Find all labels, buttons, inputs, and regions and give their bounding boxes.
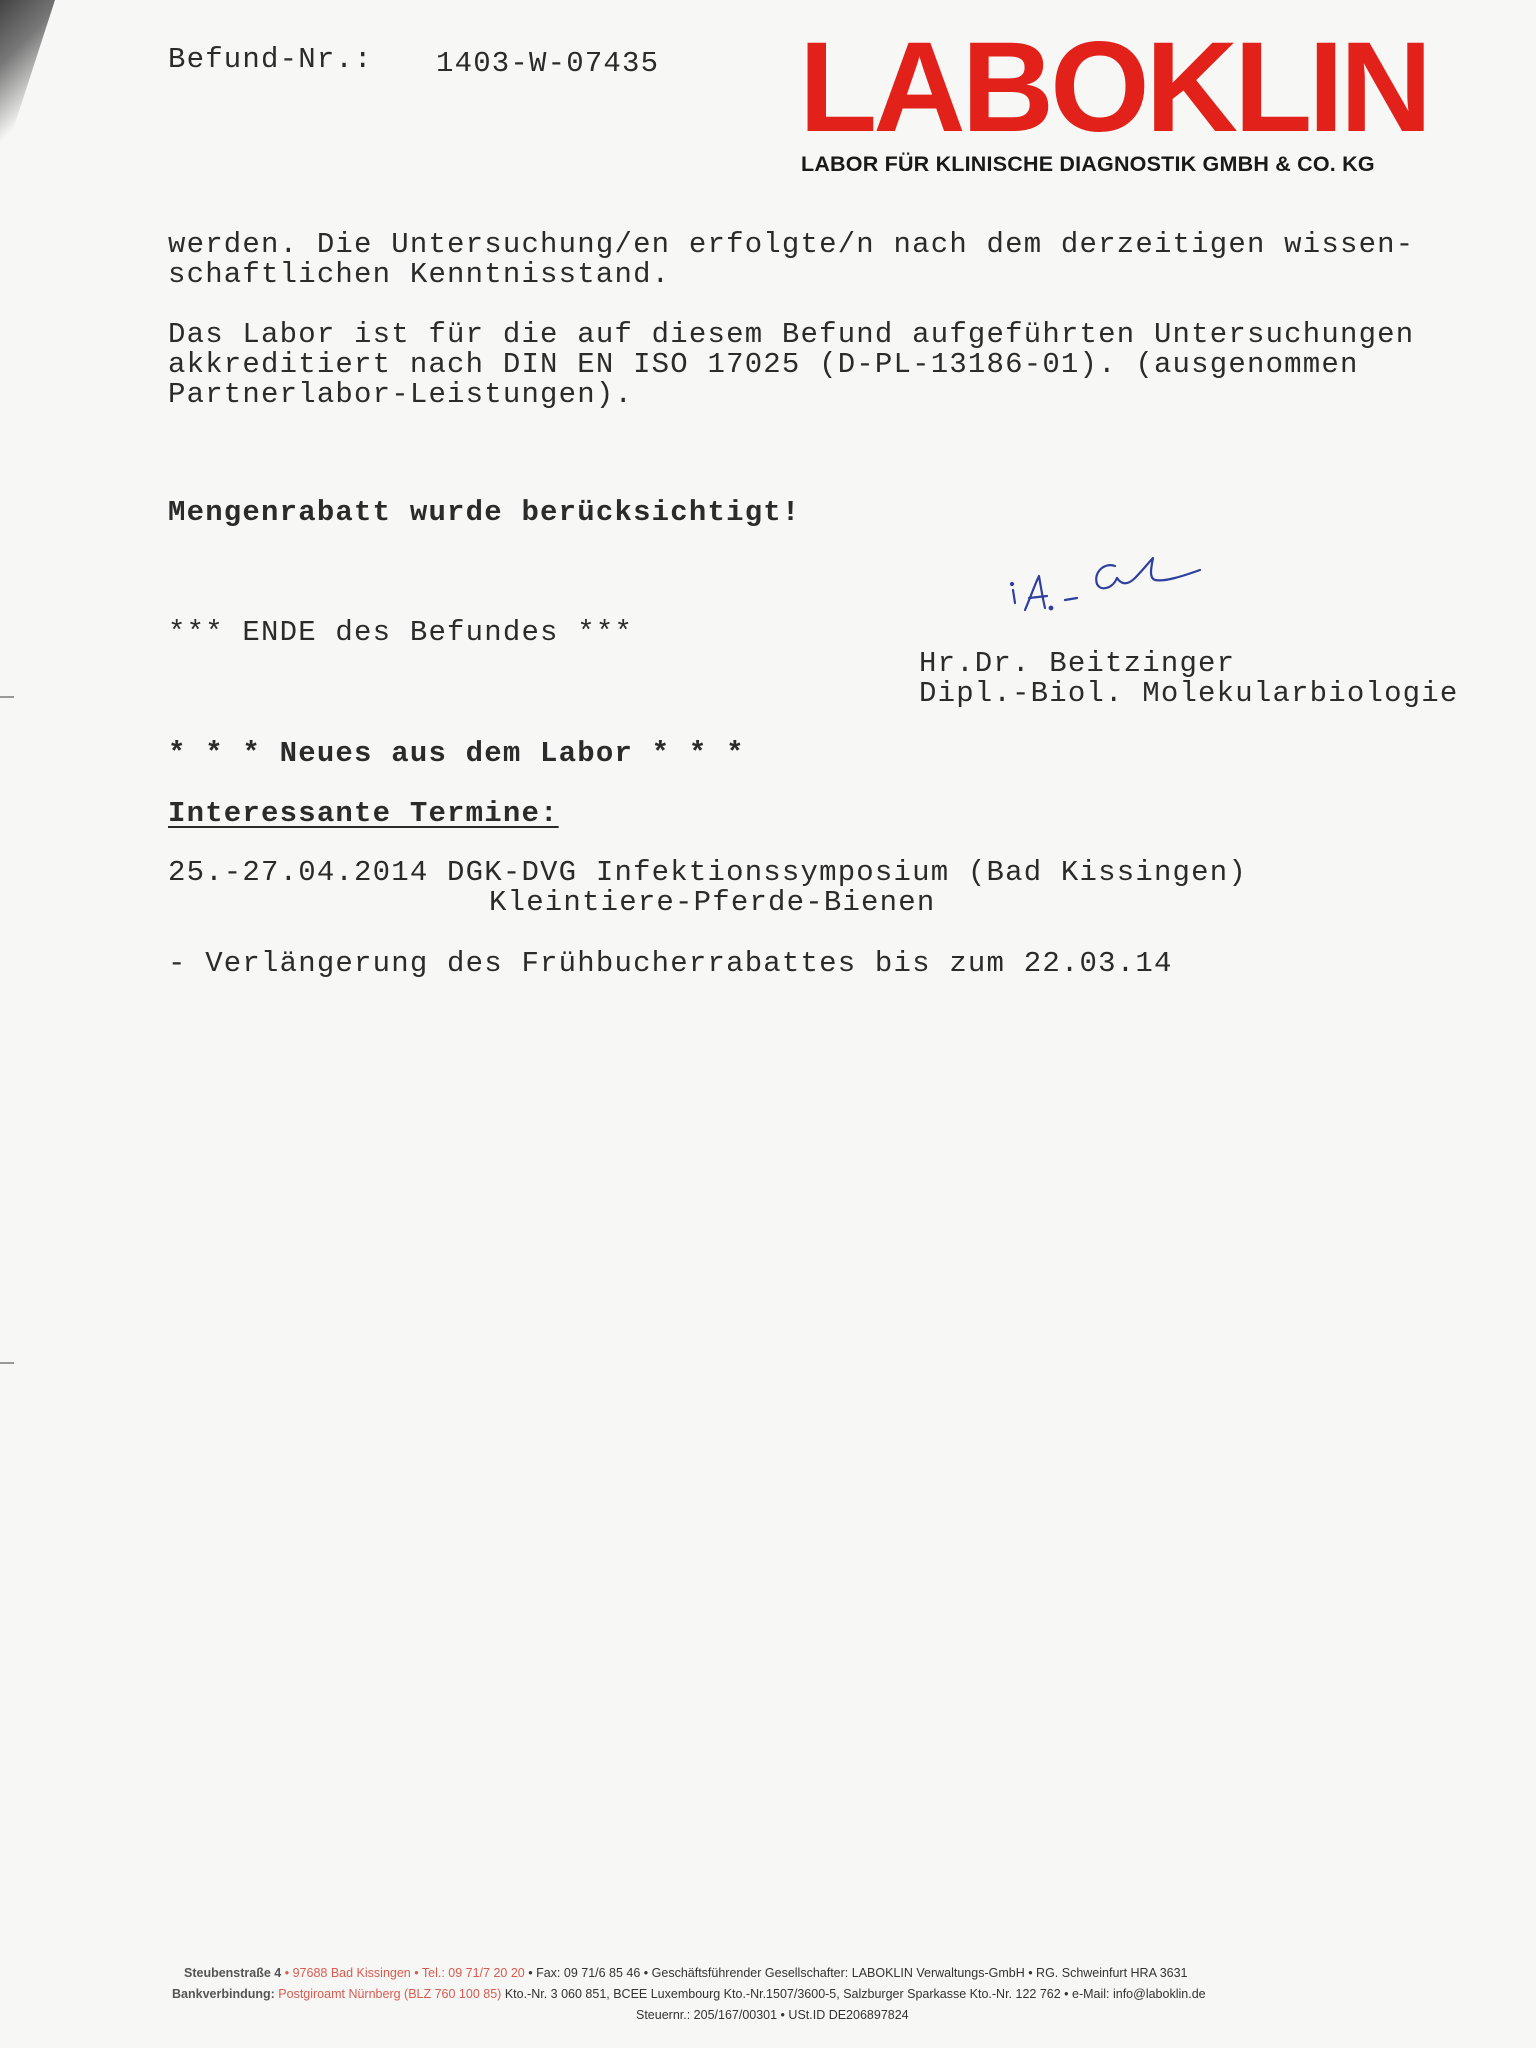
footer-line-2: [172, 1987, 1536, 2001]
footer-city: 97688 Bad Kissingen: [292, 1966, 411, 1980]
discount-note: Mengenrabatt wurde berücksichtigt!: [168, 496, 801, 529]
footer-line-1: Steubenstraße 4 • 97688 Bad Kissingen • Tel.: 09 71/7 20 20 • Fax: 09 71/6 85 46 • Geschäftsführender Gesellschafter: LABOKLIN Verwaltungs-GmbH • RG. Schweinfurt HRA 3631: [184, 1966, 1188, 1980]
event-note: - Verlängerung des Frühbucherrabattes bis zum 22.03.14: [168, 947, 1173, 980]
footer-bank-rest: Kto.-Nr. 3 060 851, BCEE Luxembourg Kto.-Nr.1507/3600-5, Salzburger Sparkasse Kto.-Nr. 122 762 • e-Mail: info@laboklin.de: [504, 1987, 1206, 2001]
event-line-2: Kleintiere-Pferde-Bienen: [489, 886, 936, 919]
logo-wordmark: LABOKLIN: [799, 16, 1429, 159]
paragraph-2-line-1: Das Labor ist für die auf diesem Befund aufgeführten Untersuchungen: [168, 318, 1415, 351]
scan-corner-shadow: [0, 0, 60, 200]
scan-edge-mark: [0, 696, 14, 698]
footer-bank-label: Bankverbindung:: [172, 1987, 275, 2001]
befund-label: Befund-Nr.:: [168, 43, 373, 76]
event-line-1: 25.-27.04.2014 DGK-DVG Infektionssymposium (Bad Kissingen): [168, 856, 1247, 889]
handwritten-signature: [1005, 548, 1235, 628]
befund-number: 1403-W-07435: [436, 47, 660, 80]
footer-fax-and-company: Fax: 09 71/6 85 46 • Geschäftsführender Gesellschafter: LABOKLIN Verwaltungs-GmbH • RG. Schweinfurt HRA 3631: [536, 1966, 1188, 1980]
signer-name: Hr.Dr. Beitzinger: [919, 647, 1236, 680]
news-heading: * * * Neues aus dem Labor * * *: [168, 737, 745, 770]
paragraph-2-line-3: Partnerlabor-Leistungen).: [168, 378, 634, 411]
scan-edge-mark: [0, 1362, 14, 1364]
footer-bank-postgiro: Postgiroamt Nürnberg (BLZ 760 100 85): [278, 1987, 502, 2001]
news-subheading: Interessante Termine:: [168, 797, 559, 830]
footer-street: Steubenstraße 4: [184, 1966, 282, 1980]
logo-subtitle: LABOR FÜR KLINISCHE DIAGNOSTIK GMBH & CO. KG: [801, 152, 1375, 176]
laboklin-logo: [799, 16, 1471, 178]
footer-tax: Steuernr.: 205/167/00301 • USt.ID DE206897824: [636, 2008, 909, 2022]
paragraph-1-line-2: schaftlichen Kenntnisstand.: [168, 258, 671, 291]
end-marker: *** ENDE des Befundes ***: [168, 616, 634, 649]
paragraph-1-line-1: werden. Die Untersuchung/en erfolgte/n nach dem derzeitigen wissen-: [168, 228, 1415, 261]
signer-title: Dipl.-Biol. Molekularbiologie: [919, 677, 1459, 710]
footer-tel: Tel.: 09 71/7 20 20: [421, 1966, 525, 1980]
paragraph-2-line-2: akkreditiert nach DIN EN ISO 17025 (D-PL-13186-01). (ausgenommen: [168, 348, 1359, 381]
